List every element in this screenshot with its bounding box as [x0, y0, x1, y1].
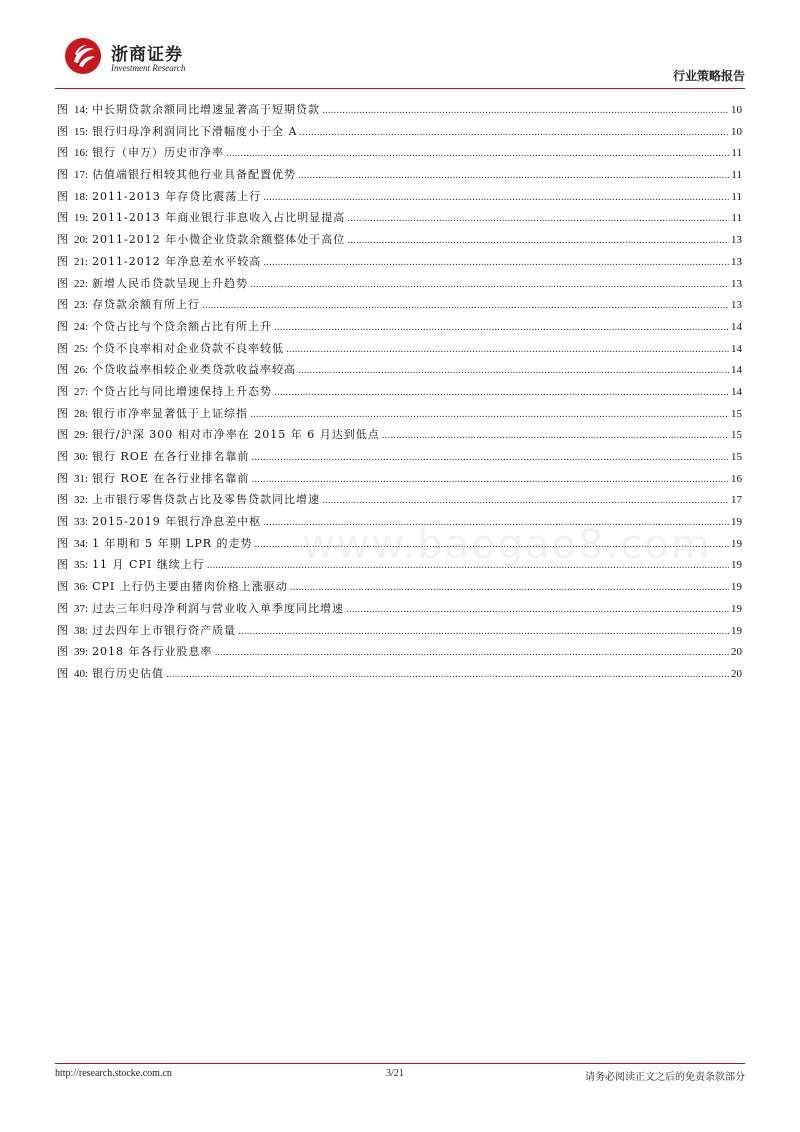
toc-entry-label: 图 — [57, 493, 68, 507]
stocke-logo-icon — [63, 36, 103, 76]
toc-entry[interactable] — [57, 164, 742, 186]
toc-entry[interactable] — [57, 403, 742, 425]
toc-entry-number: 37: — [74, 602, 89, 615]
toc-entry-caption: 银行归母净利润同比下滑幅度小于全 A — [92, 124, 298, 138]
toc-entry-number: 34: — [74, 537, 89, 550]
toc-entry[interactable] — [57, 468, 742, 490]
toc-entry[interactable] — [57, 446, 742, 468]
toc-leader-dots — [250, 275, 729, 297]
toc-entry-caption: 11 月 CPI 继续上行 — [92, 558, 205, 572]
toc-entry[interactable] — [57, 294, 742, 316]
toc-entry-label: 图 — [57, 450, 68, 463]
page-header — [55, 36, 745, 86]
toc-entry-label: 图 — [57, 233, 68, 247]
toc-entry-label: 图 — [57, 103, 68, 116]
toc-leader-dots — [251, 470, 729, 492]
toc-entry-number: 31: — [74, 472, 89, 485]
toc-entry-caption: 个贷不良率相对企业贷款不良率较低 — [92, 341, 285, 355]
toc-entry-page: 19 — [731, 581, 742, 594]
toc-entry[interactable] — [57, 142, 742, 164]
toc-entry-caption: 2011-2013 年商业银行非息收入占比明显提高 — [92, 211, 346, 225]
toc-entry[interactable] — [57, 121, 742, 143]
toc-leader-dots — [300, 123, 729, 145]
toc-leader-dots — [226, 144, 729, 166]
toc-leader-dots — [347, 231, 729, 253]
footer-disclaimer: 请务必阅读正文之后的免责条款部分 — [585, 1072, 745, 1083]
toc-leader-dots — [322, 101, 729, 123]
toc-entry-number: 22: — [74, 277, 89, 290]
toc-entry-caption: 个贷占比与同比增速保持上升态势 — [92, 384, 273, 398]
toc-entry-page: 15 — [731, 429, 742, 442]
toc-entry-label: 图 — [57, 558, 68, 572]
toc-entry-number: 33: — [74, 516, 89, 529]
toc-entry[interactable] — [57, 576, 742, 598]
toc-entry-page: 11 — [731, 169, 742, 182]
toc-entry-number: 38: — [74, 624, 89, 637]
toc-entry-page: 13 — [731, 234, 742, 247]
toc-entry[interactable] — [57, 186, 742, 208]
toc-entry-caption: 银行市净率显著低于上证综指 — [92, 406, 249, 420]
toc-leader-dots — [274, 318, 729, 340]
toc-entry-number: 36: — [74, 581, 89, 594]
footer-url[interactable]: http://research.stocke.com.cn — [55, 1068, 172, 1079]
toc-leader-dots — [251, 448, 729, 470]
toc-entry[interactable] — [57, 424, 742, 446]
toc-entry-page: 19 — [731, 624, 742, 637]
toc-entry[interactable] — [57, 273, 742, 295]
toc-entry-number: 29: — [74, 429, 89, 442]
toc-entry-page: 14 — [731, 342, 742, 355]
toc-leader-dots — [274, 383, 729, 405]
toc-entry-number: 20: — [74, 234, 89, 247]
toc-entry-page: 13 — [731, 255, 742, 268]
brand-name-cn: 浙商证券 — [111, 45, 183, 65]
toc-entry-page: 13 — [731, 277, 742, 290]
toc-entry-number: 19: — [74, 212, 89, 225]
toc-entry[interactable] — [57, 207, 742, 229]
toc-entry-caption: 2011-2012 年净息差水平较高 — [92, 254, 262, 268]
toc-entry-label: 图 — [57, 276, 68, 290]
toc-entry-caption: 银行/沪深 300 相对市净率在 2015 年 6 月达到低点 — [92, 428, 380, 442]
toc-entry-caption: 2011-2012 年小微企业贷款余额整体处于高位 — [92, 233, 346, 247]
toc-leader-dots — [298, 166, 729, 188]
toc-entry-page: 10 — [731, 125, 742, 138]
toc-entry-page: 14 — [731, 320, 742, 333]
toc-entry-caption: 中长期贷款余额同比增速显著高于短期贷款 — [92, 103, 321, 116]
toc-entry-label: 图 — [57, 406, 68, 420]
toc-entry[interactable] — [57, 251, 742, 273]
toc-entry-caption: 个贷占比与个贷余额占比有所上升 — [92, 319, 273, 333]
toc-entry-page: 11 — [731, 147, 742, 160]
toc-entry-page: 17 — [731, 494, 742, 507]
toc-entry-page: 19 — [731, 559, 742, 572]
toc-entry-label: 图 — [57, 645, 68, 659]
toc-entry-caption: 银行（申万）历史市净率 — [92, 146, 225, 160]
toc-entry[interactable] — [57, 663, 742, 685]
toc-entry-label: 图 — [57, 580, 68, 594]
toc-entry[interactable] — [57, 381, 742, 403]
toc-entry[interactable] — [57, 99, 742, 121]
toc-entry-label: 图 — [57, 146, 68, 160]
toc-entry[interactable] — [57, 641, 742, 663]
toc-entry-number: 32: — [74, 494, 89, 507]
toc-entry-caption: 1 年期和 5 年期 LPR 的走势 — [92, 536, 253, 550]
toc-entry-number: 40: — [74, 667, 89, 680]
toc-entry-page: 15 — [731, 407, 742, 420]
toc-entry[interactable] — [57, 489, 742, 511]
toc-entry-caption: 2015-2019 年银行净息差中枢 — [92, 515, 262, 529]
toc-entry-number: 14: — [74, 104, 89, 116]
toc-entry-caption: 个贷收益率相较企业类贷款收益率较高 — [92, 363, 297, 377]
toc-entry[interactable] — [57, 316, 742, 338]
toc-entry-label: 图 — [57, 623, 68, 637]
toc-entry[interactable] — [57, 598, 742, 620]
toc-entry-number: 25: — [74, 342, 89, 355]
toc-entry-page: 11 — [731, 190, 742, 203]
toc-entry-number: 15: — [74, 125, 89, 138]
toc-entry-label: 图 — [57, 384, 68, 398]
toc-entry-caption: CPI 上行仍主要由猪肉价格上涨驱动 — [92, 580, 288, 594]
toc-entry-page: 19 — [731, 516, 742, 529]
toc-entry-caption: 银行 ROE 在各行业排名靠前 — [92, 450, 250, 463]
toc-entry-caption: 上市银行零售贷款占比及零售贷款同比增速 — [92, 493, 321, 507]
toc-entry-number: 17: — [74, 169, 89, 182]
toc-leader-dots — [263, 188, 729, 210]
page-number: 3/21 — [386, 1068, 404, 1079]
toc-entry-number: 28: — [74, 407, 89, 420]
toc-entry-label: 图 — [57, 298, 68, 312]
report-type: 行业策略报告 — [672, 69, 745, 83]
toc-entry-label: 图 — [57, 124, 68, 138]
toc-entry-page: 14 — [731, 364, 742, 377]
toc-entry-number: 24: — [74, 320, 89, 333]
toc-entry-caption: 2018 年各行业股息率 — [92, 645, 213, 659]
toc-entry-caption: 银行历史估值 — [92, 666, 165, 680]
toc-leader-dots — [263, 253, 729, 275]
toc-entry-caption: 新增人民币贷款呈现上升趋势 — [92, 276, 249, 290]
toc-leader-dots — [347, 209, 729, 231]
toc-entry-number: 16: — [74, 147, 89, 160]
toc-entry-caption: 2011-2013 年存贷比震荡上行 — [92, 189, 262, 203]
toc-entry[interactable] — [57, 620, 742, 642]
toc-leader-dots — [382, 426, 729, 448]
toc-entry-number: 39: — [74, 646, 89, 659]
toc-entry-label: 图 — [57, 189, 68, 203]
figure-list — [57, 99, 742, 685]
toc-entry-caption: 过去三年归母净利润与营业收入单季度同比增速 — [92, 601, 345, 615]
toc-entry-label: 图 — [57, 168, 68, 182]
toc-entry-label: 图 — [57, 515, 68, 529]
toc-entry-number: 35: — [74, 559, 89, 572]
toc-entry-caption: 估值端银行相较其他行业具备配置优势 — [92, 168, 297, 182]
toc-entry-page: 19 — [731, 537, 742, 550]
toc-entry-caption: 过去四年上市银行资产质量 — [92, 623, 237, 637]
watermark: www.baogao8.com — [302, 522, 712, 568]
toc-leader-dots — [166, 665, 729, 687]
toc-entry-page: 11 — [731, 212, 742, 225]
toc-entry-label: 图 — [57, 601, 68, 615]
toc-entry-label: 图 — [57, 666, 68, 680]
footer-divider — [55, 1063, 745, 1064]
toc-entry-caption: 银行 ROE 在各行业排名靠前 — [92, 471, 250, 485]
toc-leader-dots — [290, 578, 729, 600]
toc-leader-dots — [298, 361, 729, 383]
toc-leader-dots — [346, 600, 729, 622]
toc-entry-page: 10 — [731, 104, 742, 116]
toc-entry-page: 19 — [731, 602, 742, 615]
toc-entry-page: 16 — [731, 472, 742, 485]
toc-entry-page: 20 — [731, 667, 742, 680]
toc-leader-dots — [286, 340, 729, 362]
toc-leader-dots — [250, 405, 729, 427]
toc-entry-label: 图 — [57, 341, 68, 355]
toc-leader-dots — [238, 622, 729, 644]
toc-entry-number: 30: — [74, 451, 89, 463]
toc-entry-page: 20 — [731, 646, 742, 659]
toc-entry-label: 图 — [57, 254, 68, 268]
toc-entry-label: 图 — [57, 428, 68, 442]
toc-entry-caption: 存贷款余额有所上行 — [92, 298, 201, 312]
toc-entry-page: 15 — [731, 451, 742, 463]
toc-entry-page: 13 — [731, 299, 742, 312]
toc-entry-label: 图 — [57, 319, 68, 333]
toc-entry[interactable] — [57, 359, 742, 381]
toc-entry-label: 图 — [57, 363, 68, 377]
toc-entry[interactable] — [57, 229, 742, 251]
toc-entry-number: 26: — [74, 364, 89, 377]
toc-entry[interactable] — [57, 338, 742, 360]
toc-entry-label: 图 — [57, 536, 68, 550]
toc-leader-dots — [215, 643, 729, 665]
toc-entry-page: 14 — [731, 385, 742, 398]
toc-entry-label: 图 — [57, 471, 68, 485]
toc-entry-number: 18: — [74, 190, 89, 203]
toc-entry-number: 23: — [74, 299, 89, 312]
toc-leader-dots — [322, 491, 729, 513]
toc-entry-number: 21: — [74, 255, 89, 268]
toc-entry-label: 图 — [57, 211, 68, 225]
header-divider — [55, 88, 745, 89]
brand-name-en: Investment Research — [111, 63, 186, 73]
toc-entry-number: 27: — [74, 385, 89, 398]
toc-leader-dots — [202, 296, 729, 318]
